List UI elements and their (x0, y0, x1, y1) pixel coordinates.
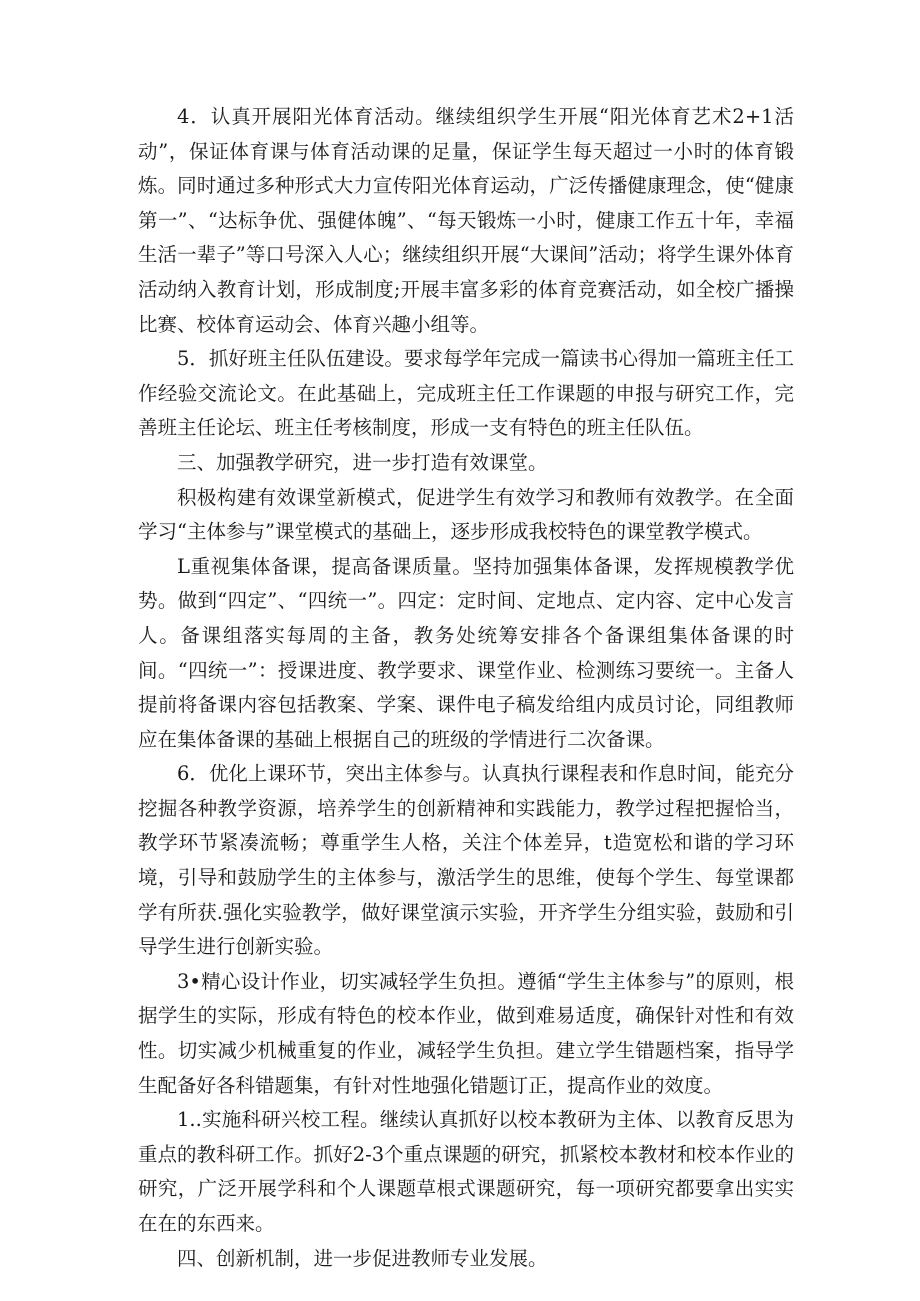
paragraph-collective-lesson-prep: L重视集体备课，提高备课质量。坚持加强集体备课，发挥规模教学优势。做到“四定”、“四统一”。四定：定时间、定地点、定内容、定中心发言人。备课组落实每周的主备，教务处统筹安排各个备课组集体备课的时间。“四统一”：授课进度、教学要求、课堂作业、检测练习要统一。主备人提前将备课内容包括教案、学案、课件电子稿发给组内成员讨论，同组教师应在集体备课的基础上根据自己的班级的学情进行二次备课。 (138, 554, 794, 751)
paragraph-research-project: 1..实施科研兴校工程。继续认真抓好以校本教研为主体、以教育反思为重点的教科研工作。抓好2-3个重点课题的研究，抓紧校本教材和校本作业的研究，广泛开展学科和个人课题草根式课题研究，每一项研究都要拿出实实在在的东西来。 (138, 1108, 794, 1235)
paragraph-homework-design: 3•精心设计作业，切实减轻学生负担。遵循“学生主体参与”的原则，根据学生的实际，形成有特色的校本作业，做到难易适度，确保针对性和有效性。切实减少机械重复的作业，减轻学生负担。建立学生错题档案，指导学生配备好各科错题集，有针对性地强化错题订正，提高作业的效度。 (138, 969, 794, 1097)
document-body (138, 100, 794, 1276)
paragraph-effective-classroom: 积极构建有效课堂新模式，促进学生有效学习和教师有效教学。在全面学习“主体参与”课堂模式的基础上，逐步形成我校特色的课堂教学模式。 (138, 485, 794, 544)
paragraph-head-teacher-team: 5．抓好班主任队伍建设。要求每学年完成一篇读书心得加一篇班主任工作经验交流论文。在此基础上，完成班主任工作课题的申报与研究工作，完善班主任论坛、班主任考核制度，形成一支有特色的班主任队伍。 (138, 347, 794, 440)
section-heading-innovation: 四、创新机制，进一步促进教师专业发展。 (177, 1246, 548, 1270)
section-heading-teaching-research: 三、加强教学研究，进一步打造有效课堂。 (177, 450, 548, 474)
paragraph-optimize-class: 6．优化上课环节，突出主体参与。认真执行课程表和作息时间，能充分挖掘各种教学资源，培养学生的创新精神和实践能力，教学过程把握恰当，教学环节紧凑流畅；尊重学生人格，关注个体差异，t造宽松和谐的学习环境，引导和鼓励学生的主体参与，激活学生的思维，使每个学生、每堂课都学有所获.强化实验教学，做好课堂演示实验，开齐学生分组实验，鼓励和引导学生进行创新实验。 (138, 762, 794, 959)
paragraph-sunshine-sports: 4．认真开展阳光体育活动。继续组织学生开展“阳光体育艺术2+1活动”，保证体育课与体育活动课的足量，保证学生每天超过一小时的体育锻炼。同时通过多种形式大力宣传阳光体育运动，广泛传播健康理念，使“健康第一”、“达标争优、强健体魄”、“每天锻炼一小时，健康工作五十年，幸福生活一辈子”等口号深入人心；继续组织开展“大课间”活动；将学生课外体育活动纳入教育计划，形成制度;开展丰富多彩的体育竞赛活动，如全校广播操比赛、校体育运动会、体育兴趣小组等。 (138, 105, 794, 336)
